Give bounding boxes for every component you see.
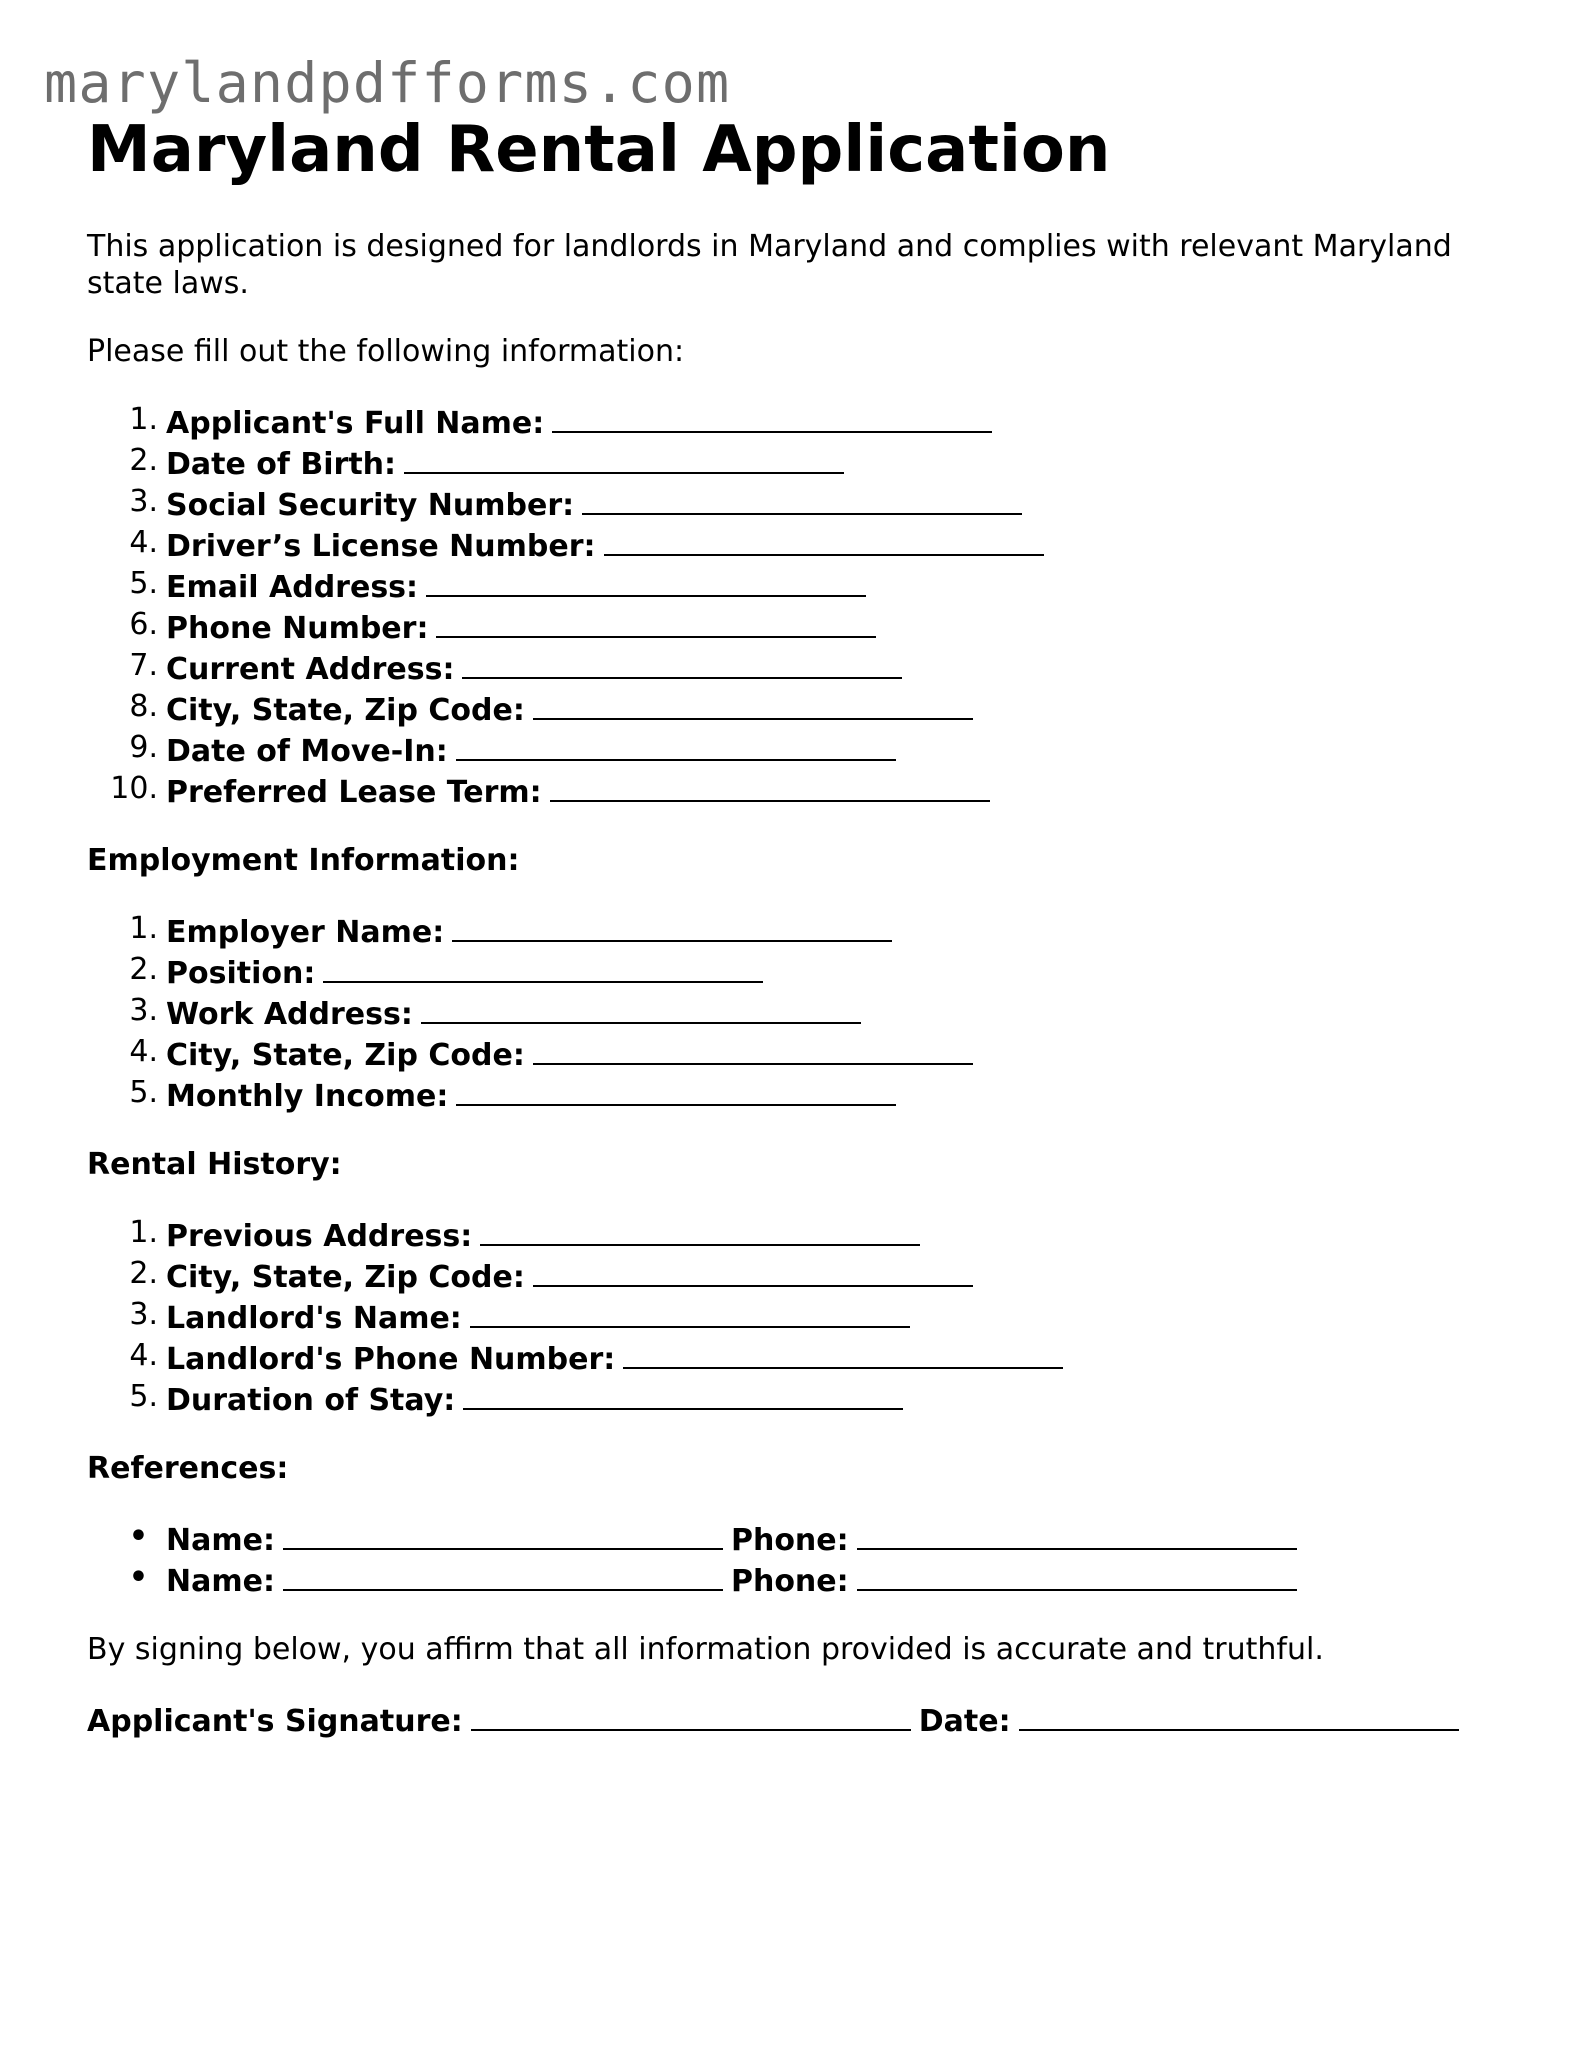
list-item: [87, 606, 1527, 647]
page-title: Maryland Rental Application: [87, 113, 1111, 187]
reference-2-name-blank[interactable]: [283, 1559, 723, 1591]
reference-2-phone-blank[interactable]: [857, 1559, 1297, 1591]
field-label: Previous Address:: [166, 1219, 473, 1254]
item-number: 7.: [129, 648, 158, 683]
item-number: 4.: [129, 1338, 158, 1373]
rental-history-field-list: [87, 1214, 1527, 1419]
reference-1-name-blank[interactable]: [283, 1518, 723, 1550]
item-number: 8.: [129, 689, 158, 724]
field-label: Name:: [166, 1564, 275, 1599]
list-item: [87, 1033, 1527, 1074]
field-label: Landlord's Name:: [166, 1301, 462, 1336]
item-number: 6.: [129, 607, 158, 642]
previous-address-blank[interactable]: [480, 1214, 920, 1246]
duration-of-stay-blank[interactable]: [463, 1378, 903, 1410]
field-label: Phone:: [730, 1564, 849, 1599]
list-item: [87, 483, 1527, 524]
document-body: [87, 112, 1527, 1740]
position-blank[interactable]: [323, 951, 763, 983]
email-blank[interactable]: [426, 565, 866, 597]
item-number: 1.: [129, 1215, 158, 1250]
list-item: [87, 565, 1527, 606]
list-item: [87, 442, 1527, 483]
affirmation-text: By signing below, you affirm that all information provided is accurate and truthful.: [87, 1632, 1324, 1667]
field-label: Landlord's Phone Number:: [166, 1342, 616, 1377]
ssn-blank[interactable]: [582, 483, 1022, 515]
move-in-date-blank[interactable]: [456, 729, 896, 761]
list-item: [87, 992, 1527, 1033]
rental-history-heading: Rental History:: [87, 1147, 342, 1182]
field-label: Date of Move-In:: [166, 734, 448, 769]
employment-heading: Employment Information:: [87, 843, 520, 878]
item-number: 3.: [129, 484, 158, 519]
list-item: [87, 770, 1527, 811]
item-number: 3.: [129, 1297, 158, 1332]
list-item: [87, 1255, 1527, 1296]
item-number: 4.: [129, 525, 158, 560]
item-number: 2.: [129, 443, 158, 478]
applicant-field-list: [87, 401, 1527, 811]
landlord-phone-blank[interactable]: [623, 1337, 1063, 1369]
item-number: 10.: [110, 771, 158, 806]
landlord-name-blank[interactable]: [470, 1296, 910, 1328]
list-item: [87, 401, 1527, 442]
site-watermark: marylandpdfforms.com: [44, 51, 731, 115]
field-label: Preferred Lease Term:: [166, 775, 542, 810]
references-heading: References:: [87, 1451, 289, 1486]
field-label: Phone Number:: [166, 611, 429, 646]
field-label: Email Address:: [166, 570, 419, 605]
field-label: Driver’s License Number:: [166, 529, 596, 564]
field-label: Duration of Stay:: [166, 1383, 456, 1418]
field-label: City, State, Zip Code:: [166, 693, 525, 728]
list-item: [87, 647, 1527, 688]
signature-label: Applicant's Signature:: [87, 1704, 463, 1739]
work-address-blank[interactable]: [421, 992, 861, 1024]
list-item: [87, 729, 1527, 770]
reference-1-phone-blank[interactable]: [857, 1518, 1297, 1550]
list-item: [87, 951, 1527, 992]
phone-blank[interactable]: [436, 606, 876, 638]
item-number: 1.: [129, 911, 158, 946]
item-number: 5.: [129, 1379, 158, 1414]
list-item: [87, 1378, 1527, 1419]
list-item: [87, 1074, 1527, 1115]
previous-city-state-zip-blank[interactable]: [533, 1255, 973, 1287]
list-item: [87, 1214, 1527, 1255]
field-label: Applicant's Full Name:: [166, 406, 545, 441]
field-label: City, State, Zip Code:: [166, 1260, 525, 1295]
item-number: 1.: [129, 402, 158, 437]
full-name-blank[interactable]: [552, 401, 992, 433]
city-state-zip-blank[interactable]: [533, 688, 973, 720]
work-city-state-zip-blank[interactable]: [533, 1033, 973, 1065]
monthly-income-blank[interactable]: [456, 1074, 896, 1106]
item-number: 2.: [129, 952, 158, 987]
field-label: Date of Birth:: [166, 447, 397, 482]
list-item: [87, 1518, 1527, 1559]
fill-prompt: Please fill out the following information:: [87, 334, 685, 369]
field-label: Position:: [166, 956, 316, 991]
item-number: 5.: [129, 1075, 158, 1110]
list-item: [87, 910, 1527, 951]
signature-blank[interactable]: [471, 1699, 911, 1731]
employer-name-blank[interactable]: [452, 910, 892, 942]
list-item: [87, 524, 1527, 565]
list-item: [87, 1296, 1527, 1337]
intro-text: This application is designed for landlords in Maryland and complies with relevant Maryland state laws.: [87, 229, 1452, 301]
field-label: Phone:: [730, 1523, 849, 1558]
bullet-icon: •: [128, 1560, 148, 1595]
references-list: [87, 1518, 1527, 1600]
field-label: Current Address:: [166, 652, 455, 687]
lease-term-blank[interactable]: [550, 770, 990, 802]
list-item: [87, 1559, 1527, 1600]
date-label: Date:: [918, 1704, 1011, 1739]
current-address-blank[interactable]: [462, 647, 902, 679]
item-number: 9.: [129, 730, 158, 765]
item-number: 2.: [129, 1256, 158, 1291]
field-label: Monthly Income:: [166, 1079, 449, 1114]
item-number: 4.: [129, 1034, 158, 1069]
item-number: 5.: [129, 566, 158, 601]
list-item: [87, 1337, 1527, 1378]
item-number: 3.: [129, 993, 158, 1028]
bullet-icon: •: [128, 1519, 148, 1554]
field-label: Work Address:: [166, 997, 413, 1032]
date-of-birth-blank[interactable]: [404, 442, 844, 474]
drivers-license-blank[interactable]: [604, 524, 1044, 556]
employment-field-list: [87, 910, 1527, 1115]
field-label: Social Security Number:: [166, 488, 575, 523]
field-label: Name:: [166, 1523, 275, 1558]
field-label: City, State, Zip Code:: [166, 1038, 525, 1073]
list-item: [87, 688, 1527, 729]
field-label: Employer Name:: [166, 915, 445, 950]
signature-line: [87, 1699, 1527, 1740]
signature-date-blank[interactable]: [1019, 1699, 1459, 1731]
